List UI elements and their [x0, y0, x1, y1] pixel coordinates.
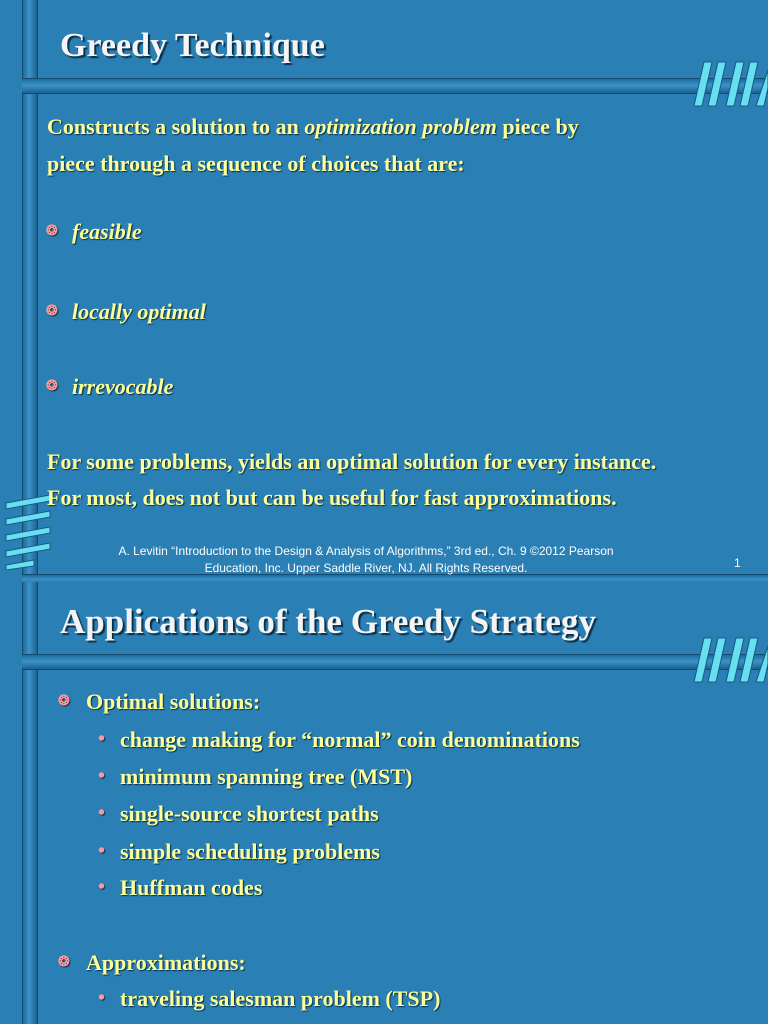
diagonal-stripes-icon	[686, 636, 768, 684]
list-item	[98, 839, 380, 865]
list-item-text: simple scheduling problems	[120, 839, 380, 864]
bullet-text: irrevocable	[72, 374, 174, 399]
bullet-text: locally optimal	[72, 299, 206, 324]
section-heading-optimal	[58, 689, 260, 715]
intro-emphasis: optimization problem	[304, 114, 497, 139]
list-item	[98, 764, 412, 790]
dot-bullet-icon: •	[98, 876, 106, 898]
list-item-text: Huffman codes	[120, 875, 263, 900]
footer-line: A. Levitin “Introduction to the Design & Analysis of Algorithms,” 3rd ed., Ch. 9 ©2012 Pearson	[118, 544, 614, 558]
bullet-item	[46, 374, 173, 400]
list-item-text: traveling salesman problem (TSP)	[120, 986, 441, 1011]
section-heading-text: Approximations:	[86, 950, 246, 975]
frame-vertical-bar	[22, 582, 38, 1024]
diagonal-stripes-icon	[686, 60, 768, 108]
intro-line-2: piece through a sequence of choices that are:	[47, 151, 465, 176]
slide-title: Applications of the Greedy Strategy	[60, 602, 596, 641]
slide-2	[0, 582, 768, 1024]
list-item-text: change making for “normal” coin denominations	[120, 727, 580, 752]
page-number: 1	[734, 556, 741, 570]
bullet-text: feasible	[72, 219, 142, 244]
intro-text: Constructs a solution to an	[47, 114, 305, 139]
slide-title: Greedy Technique	[60, 27, 325, 64]
dot-bullet-icon: •	[98, 987, 106, 1009]
intro-text-end: piece by	[496, 114, 579, 139]
list-item-text: single-source shortest paths	[120, 801, 379, 826]
bullet-item	[46, 219, 142, 245]
footer-credit	[96, 543, 636, 577]
dot-bullet-icon: •	[98, 840, 106, 862]
frame-horizontal-bar-top	[22, 654, 768, 670]
ring-bullet-icon: ❂	[46, 304, 58, 319]
list-item	[98, 875, 262, 901]
section-heading-text: Optimal solutions:	[86, 689, 261, 714]
dot-bullet-icon: •	[98, 765, 106, 787]
list-item	[98, 801, 379, 827]
ring-bullet-icon: ❂	[58, 694, 70, 709]
list-item-text: minimum spanning tree (MST)	[120, 764, 413, 789]
list-item	[98, 727, 580, 753]
ring-bullet-icon: ❂	[46, 224, 58, 239]
section-heading-approximations	[58, 950, 246, 976]
list-item	[98, 986, 440, 1012]
ring-bullet-icon: ❂	[58, 955, 70, 970]
footer-line: Education, Inc. Upper Saddle River, NJ. All Rights Reserved.	[204, 561, 528, 575]
closing-line-1: For some problems, yields an optimal solution for every instance.	[47, 449, 657, 474]
dot-bullet-icon: •	[98, 802, 106, 824]
frame-horizontal-bar-top	[22, 78, 768, 94]
intro-line-1	[47, 114, 579, 140]
ring-bullet-icon: ❂	[46, 379, 58, 394]
dot-bullet-icon: •	[98, 728, 106, 750]
closing-line-2: For most, does not but can be useful for fast approximations.	[47, 485, 617, 510]
bullet-item	[46, 299, 206, 325]
